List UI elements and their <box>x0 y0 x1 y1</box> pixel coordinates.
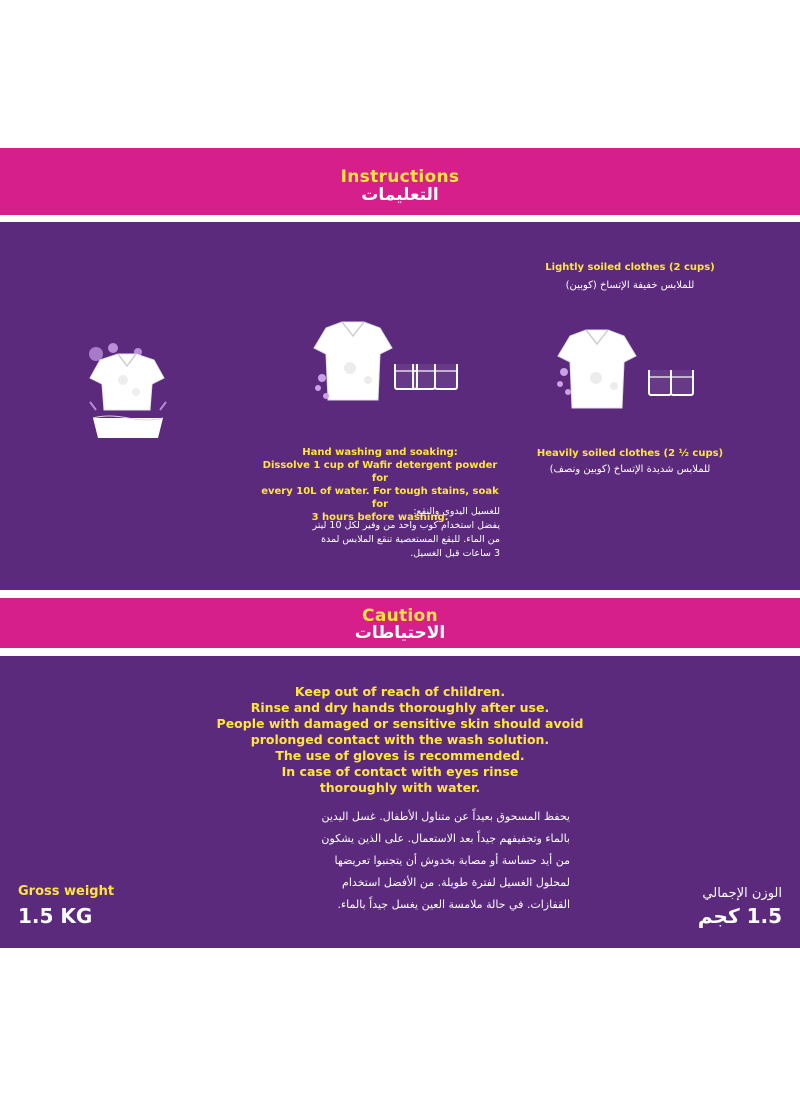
cup-icon <box>412 364 436 390</box>
heavy-soiled-label-ar: للملابس شديدة الإتساخ (كوبين ونصف) <box>549 464 711 475</box>
heavy-soiled-label-en: Heavily soiled clothes (2 ½ cups) <box>536 448 724 459</box>
caution-line: بالماء وتجفيفهم جيداً بعد الاستعمال. على الذين يشكون <box>321 832 570 845</box>
hand-wash-line: every 10L of water. For tough stains, soak for <box>261 486 499 510</box>
caution-text-ar <box>230 806 570 916</box>
hand-wash-line: 3 hours before washing. <box>311 512 449 523</box>
soaking-shirt-icon <box>78 340 178 440</box>
caution-line: The use of gloves is recommended. <box>275 748 525 763</box>
caution-line: القفازات. في حالة ملامسة العين يغسل جيداً بالماء. <box>337 898 570 911</box>
caution-line: يحفظ المسحوق بعيداً عن متناول الأطفال. غسل اليدين <box>321 810 570 823</box>
caution-line: Keep out of reach of children. <box>294 684 506 699</box>
gross-weight-label-ar: الوزن الإجمالي <box>702 886 782 901</box>
light-soiled-label-en: Lightly soiled clothes (2 cups) <box>545 262 715 273</box>
machine-wash-shirt-icon <box>552 326 642 416</box>
caution-line: thoroughly with water. <box>319 780 481 795</box>
hand-wash-title-ar: للغسيل اليدوي والنقع: <box>413 506 500 517</box>
light-soiled-label-ar: للملابس خفيفة الإتساخ (كوبين) <box>565 280 695 291</box>
hand-wash-title-en: Hand washing and soaking: <box>302 447 458 458</box>
caution-title-en: Caution <box>362 606 438 626</box>
cup-icon <box>434 364 458 390</box>
hand-wash-line: 3 ساعات قبل الغسيل. <box>410 548 500 559</box>
hand-wash-line: Dissolve 1 cup of Wafir detergent powder for <box>262 460 498 484</box>
caution-line: In case of contact with eyes rinse <box>281 764 519 779</box>
caution-line: People with damaged or sensitive skin should avoid <box>216 716 584 731</box>
caution-line: من أيد حساسة أو مصابة بخدوش أن يتجنبوا تعريضها <box>334 854 570 867</box>
cup-icon <box>670 370 694 396</box>
hand-wash-text-ar <box>260 505 500 561</box>
caution-line: Rinse and dry hands thoroughly after use. <box>250 700 550 715</box>
gross-weight-label-en: Gross weight <box>18 884 115 899</box>
instructions-title-en: Instructions <box>340 167 460 187</box>
cup-icon <box>648 370 672 396</box>
instructions-title-ar: التعليمات <box>361 185 439 205</box>
hand-wash-shirt-icon <box>308 318 398 408</box>
gross-weight-value-ar: 1.5 كجم <box>697 904 782 928</box>
caution-line: لمحلول الغسيل لفترة طويلة. من الأفضل استخدام <box>342 876 570 889</box>
caution-line: prolonged contact with the wash solution. <box>250 732 550 747</box>
caution-text-en <box>0 684 800 796</box>
caution-title-ar: الاحتياطات <box>354 623 446 643</box>
hand-wash-line: من الماء. للبقع المستعصية تنقع الملابس لمدة <box>321 534 500 545</box>
gross-weight-value-en: 1.5 KG <box>18 904 93 928</box>
hand-wash-line: يفضل استخدام كوب واحد من وفير لكل 10 ليتر <box>312 520 500 531</box>
